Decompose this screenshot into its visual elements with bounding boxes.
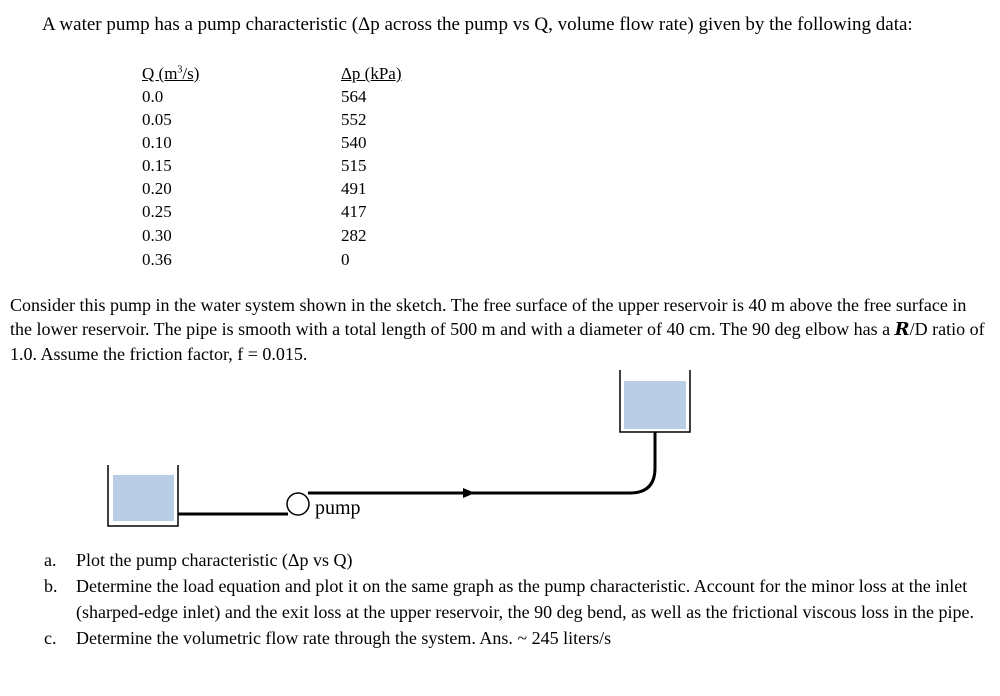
dp-cell: 515 — [341, 156, 367, 175]
q-cell: 0.20 — [142, 179, 172, 198]
pump-label: pump — [315, 497, 361, 519]
task-item-b — [44, 573, 994, 625]
q-header-superscript: 3 — [177, 64, 183, 76]
q-header-unit: /s) — [182, 64, 200, 83]
lower-reservoir-water — [113, 475, 174, 521]
task-text: Determine the volumetric flow rate through the system. Ans. ~ 245 liters/s — [76, 628, 612, 648]
q-cell: 0.25 — [142, 202, 172, 221]
upper-reservoir — [620, 370, 690, 432]
dp-cell: 491 — [341, 179, 367, 198]
lower-reservoir — [108, 465, 178, 526]
q-cell: 0.36 — [142, 250, 172, 269]
dp-cell: 540 — [341, 133, 367, 152]
bend-radius-symbol: R — [894, 319, 910, 340]
upper-reservoir-water — [624, 381, 686, 429]
task-text: Plot the pump characteristic (Δp vs Q) — [76, 550, 353, 570]
task-item-c — [44, 625, 994, 651]
statement-text-end: /D ratio of 1.0. Assume the friction factor, f = 0.015. — [10, 319, 985, 364]
q-header-text: Q (m — [142, 64, 178, 83]
q-cell: 0.0 — [142, 87, 164, 106]
flow-arrow-icon — [463, 488, 475, 498]
problem-intro: A water pump has a pump characteristic (Δp across the pump vs Q, volume flow rate) given by the following data: — [42, 14, 913, 35]
dp-cell: 552 — [341, 110, 367, 129]
task-text: Determine the load equation and plot it on the same graph as the pump characteristic. Account for the minor loss at the inlet (sharped-edge inlet) and the exit loss at the upper reservoir, the 90 deg bend, as well as the frictional viscous loss in the pipe. — [76, 576, 975, 622]
dp-column-header: Δp (kPa) — [341, 64, 402, 83]
q-cell: 0.30 — [142, 226, 172, 245]
q-cell: 0.10 — [142, 133, 172, 152]
statement-text: Consider this pump in the water system shown in the sketch. The free surface of the upper reservoir is 40 m above the free surface in the lower reservoir. The pipe is smooth with a total length of 500 m and with a diameter of 40 cm. The 90 deg elbow has a — [10, 295, 967, 339]
task-letter: a. — [44, 550, 57, 570]
task-item-a — [44, 547, 994, 573]
dp-cell: 0 — [341, 250, 350, 269]
pump-symbol — [287, 493, 309, 515]
task-letter: c. — [44, 628, 57, 648]
q-cell: 0.05 — [142, 110, 172, 129]
dp-cell: 282 — [341, 226, 367, 245]
dp-cell: 417 — [341, 202, 367, 221]
task-list — [44, 547, 994, 651]
dp-cell: 564 — [341, 87, 367, 106]
task-letter: b. — [44, 576, 58, 596]
discharge-pipe — [308, 432, 655, 493]
q-cell: 0.15 — [142, 156, 172, 175]
